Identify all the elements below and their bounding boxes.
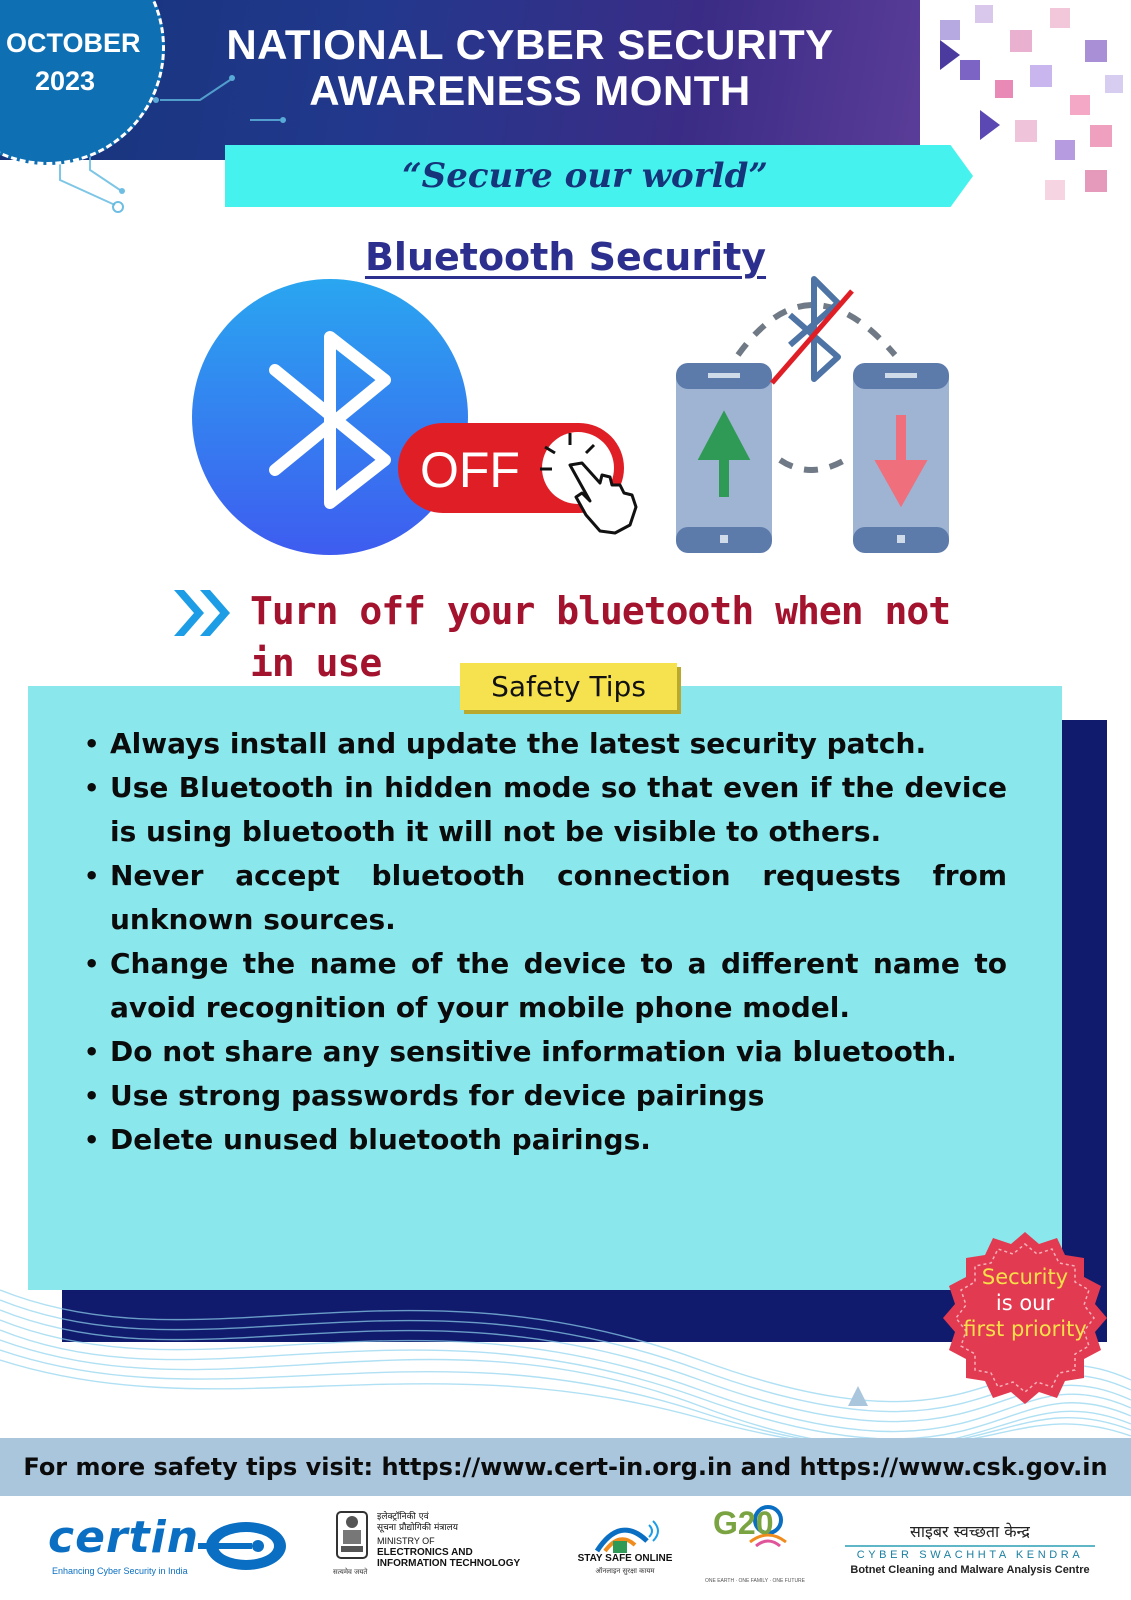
month-text: OCTOBER [6,28,141,58]
tip-item: • Always install and update the latest security patch. [82,722,1007,766]
tip-item: • Do not share any sensitive information via bluetooth. [82,1030,1007,1074]
date-label [6,24,141,100]
bluetooth-illustration [190,275,980,575]
stay-safe-online-title: STAY SAFE ONLINE [577,1553,673,1564]
year-text: 2023 [34,66,96,96]
seal-line2: is our [995,1291,1055,1315]
meity-en-line1: MINISTRY OF [377,1536,435,1546]
certin-wordmark: certin [48,1512,200,1563]
tagline: Turn off your bluetooth when not in use [250,589,951,685]
certin-tagline: Enhancing Cyber Security in India [52,1566,188,1576]
seal-line1: Security [981,1265,1069,1289]
slogan-text: “Secure our world” [402,156,768,196]
phone-upload-icon [676,363,772,553]
tip-item: • Use Bluetooth in hidden mode so that even if the device is using bluetooth it will not be visible to others. [82,766,1007,854]
g20-subtitle: ONE EARTH · ONE FAMILY · ONE FUTURE [704,1578,805,1584]
g20-title: G20 [713,1505,774,1541]
double-chevron-icon [172,588,234,638]
meity-en-line2: ELECTRONICS AND [377,1547,473,1558]
meity-hindi-line2: सूचना प्रौद्योगिकी मंत्रालय [377,1523,458,1533]
csk-subtitle: Botnet Cleaning and Malware Analysis Centre [850,1564,1090,1576]
tip-item: • Never accept bluetooth connection requests from unknown sources. [82,854,1007,942]
seal-text [955,1264,1095,1342]
csk-hindi: साइबर स्वच्छता केन्द्र [910,1522,1030,1541]
title-line1: NATIONAL CYBER SECURITY [226,21,834,68]
bluetooth-icon [192,279,468,555]
footer-links-text[interactable]: For more safety tips visit: https://www.cert-in.org.in and https://www.csk.gov.in [23,1453,1108,1481]
phone-download-icon [853,363,949,553]
csk-divider [845,1545,1095,1547]
tips-list [82,722,1007,1162]
seal-line3: first priority [963,1317,1087,1341]
meity-en-line3: INFORMATION TECHNOLOGY [377,1558,521,1569]
tip-item: • Use strong passwords for device pairings [82,1074,1007,1118]
stay-safe-online-hindi: ऑनलाइन सुरक्षा कायम [595,1567,655,1575]
bluetooth-crossed-icon [772,279,852,383]
toggle-off-label: OFF [420,442,520,498]
safety-tips-badge: Safety Tips [460,663,677,710]
csk-english: CYBER SWACHHTA KENDRA [856,1549,1084,1561]
meity-motto: सत्यमेव जयते [333,1568,368,1576]
tip-item: • Delete unused bluetooth pairings. [82,1118,1007,1162]
meity-hindi-line1: इलेक्ट्रॉनिकी एवं [377,1512,429,1522]
header [0,0,1131,215]
section-title: Bluetooth Security [364,235,767,279]
title-line2: AWARENESS MONTH [309,67,751,114]
tip-item: • Change the name of the device to a different name to avoid recognition of your mobile phone model. [82,942,1007,1030]
main-title [170,22,890,114]
meity-hindi [377,1512,458,1534]
meity-english [377,1536,520,1569]
